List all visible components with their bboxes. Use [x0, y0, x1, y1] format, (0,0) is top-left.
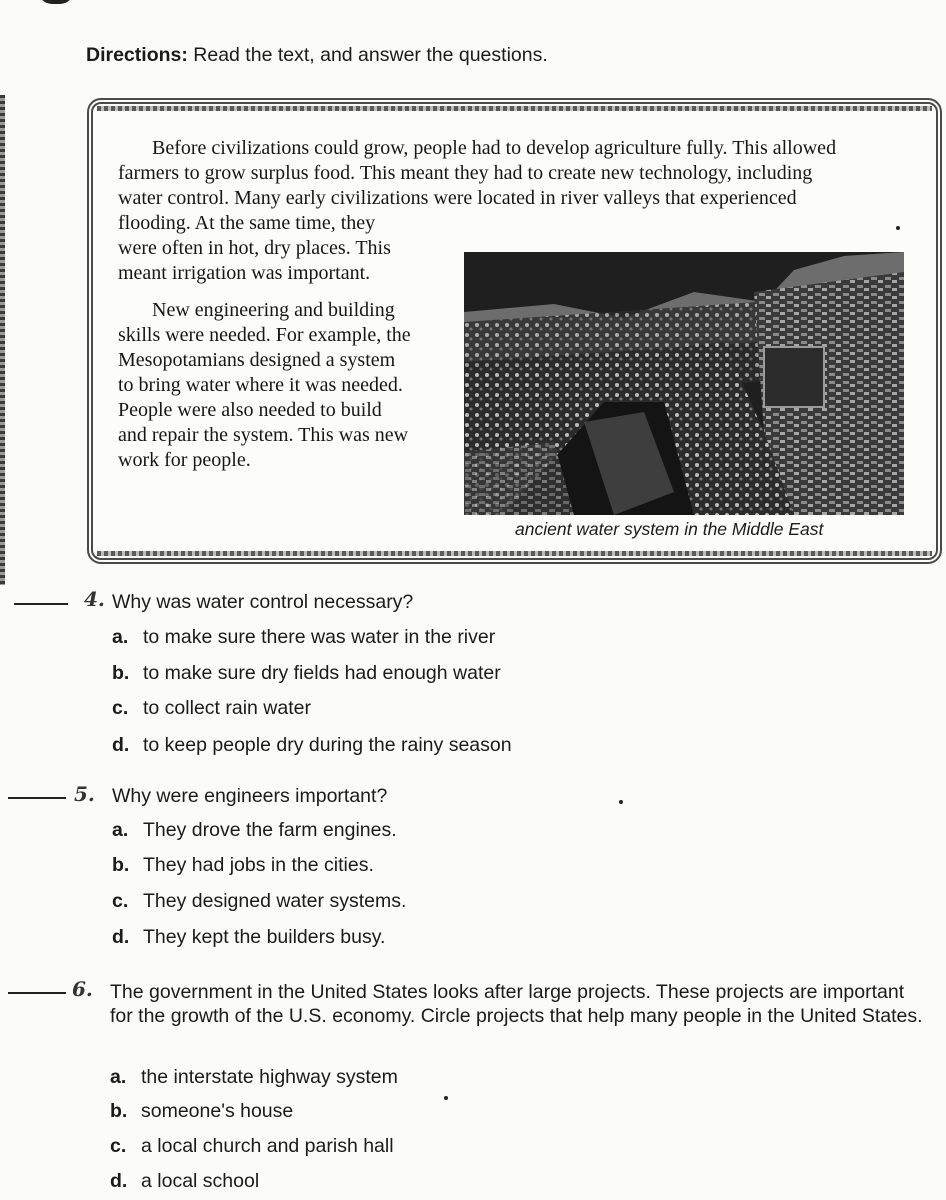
passage-line: and repair the system. This was new	[118, 424, 409, 446]
passage-line: New engineering and building	[152, 299, 395, 321]
option-c[interactable]: c. to collect rain water	[112, 697, 311, 719]
option-b[interactable]: b. to make sure dry fields had enough water	[112, 662, 501, 684]
passage-line: People were also needed to build	[118, 399, 382, 421]
passage-line: farmers to grow surplus food. This meant they had to create new technology, including	[118, 162, 813, 184]
question-number: 6.	[72, 977, 93, 1001]
passage-line: Before civilizations could grow, people had to develop agriculture fully. This allowed	[152, 137, 837, 159]
scan-speck	[444, 1096, 448, 1100]
photo-caption: ancient water system in the Middle East	[515, 519, 824, 539]
answer-line-4[interactable]	[14, 603, 68, 605]
passage-line: meant irrigation was important.	[118, 262, 371, 284]
page-edge-shadow	[0, 95, 5, 585]
page-corner-mark	[38, 0, 74, 4]
question-text: Why was water control necessary?	[112, 591, 414, 613]
directions-label: Directions:	[86, 44, 188, 66]
passage-line: flooding. At the same time, they	[118, 212, 376, 234]
question-number: 5.	[74, 782, 95, 806]
answer-line-6[interactable]	[8, 992, 66, 994]
option-a[interactable]: a. the interstate highway system	[110, 1066, 398, 1088]
option-d[interactable]: d. to keep people dry during the rainy season	[112, 734, 512, 756]
passage-line: work for people.	[118, 449, 251, 471]
option-a[interactable]: a. They drove the farm engines.	[112, 819, 397, 841]
option-c[interactable]: c. a local church and parish hall	[110, 1135, 394, 1157]
question-text: Why were engineers important?	[112, 785, 388, 807]
option-a[interactable]: a. to make sure there was water in the river	[112, 626, 496, 648]
question-text: The government in the United States looks after large projects. These projects are important for the growth of the U.S. economy. Circle projects that help many people in the United States.	[110, 981, 923, 1027]
option-c[interactable]: c. They designed water systems.	[112, 890, 407, 912]
directions-text: Read the text, and answer the questions.	[187, 44, 548, 66]
passage-line: were often in hot, dry places. This	[118, 237, 391, 259]
directions	[86, 44, 548, 67]
option-b[interactable]: b. someone's house	[110, 1100, 294, 1122]
option-d[interactable]: d. They kept the builders busy.	[112, 926, 386, 948]
question-number: 4.	[84, 587, 105, 611]
answer-line-5[interactable]	[8, 797, 66, 799]
option-b[interactable]: b. They had jobs in the cities.	[112, 854, 374, 876]
passage-line: Mesopotamians designed a system	[118, 349, 396, 371]
passage-line: skills were needed. For example, the	[118, 324, 411, 346]
water-system-photo	[464, 252, 904, 515]
scan-speck	[896, 226, 900, 230]
option-d[interactable]: d. a local school	[110, 1170, 260, 1192]
passage-line: water control. Many early civilizations were located in river valleys that experienced	[118, 187, 797, 209]
passage-line: to bring water where it was needed.	[118, 374, 403, 396]
scan-speck	[619, 800, 623, 804]
